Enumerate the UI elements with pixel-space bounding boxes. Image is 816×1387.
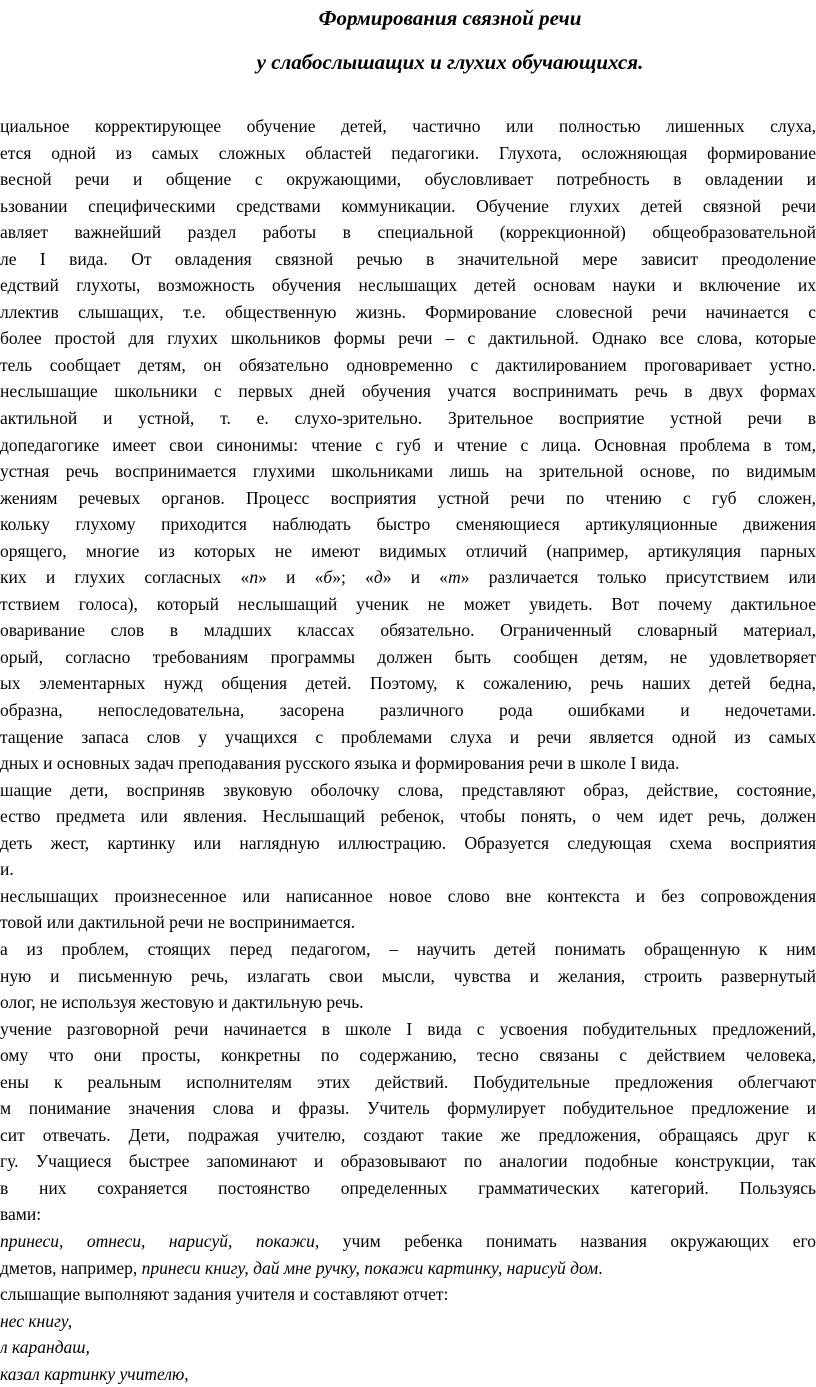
paragraph-line: устная речь воспринимается глухими школьниками лишь на зрительной основе, по видимым [0, 461, 816, 482]
paragraph-line: неслышащих произнесенное или написанное новое слово вне контекста и без сопровождения [0, 885, 816, 906]
paragraph-line: м понимание значения слова и фразы. Учитель формулирует побудительное предложение и [0, 1098, 816, 1119]
paragraph-line: шащие дети, восприняв звуковую оболочку слова, представляют образ, действие, состояние, [0, 779, 816, 800]
paragraph-line: орый, согласно требованиям программы должен быть сообщен детям, не удовлетворяет [0, 646, 816, 667]
paragraph-line: учение разговорной речи начинается в школе I вида с усвоения побудительных предложений, [0, 1018, 816, 1039]
paragraph-line: ле I вида. От овладения связной речью в значительной мере зависит преодоление [0, 248, 816, 269]
paragraph-line: более простой для глухих школьников формы речи – с дактильной. Однако все слова, которые [0, 328, 816, 349]
paragraph-line: а из проблем, стоящих перед педагогом, – научить детей понимать обращенную к ним [0, 938, 816, 959]
paragraph-line: дных и основных задач преподавания русского языка и формирования речи в школе I вида. [0, 753, 680, 774]
paragraph-line: неслышащие школьники с первых дней обучения учатся воспринимать речь в двух формах [0, 381, 816, 402]
paragraph-line: нес книгу, [0, 1310, 73, 1331]
document-body [0, 113, 816, 1387]
paragraph-line: авляет важнейший раздел работы в специальной (коррекционной) общеобразовательной [0, 222, 816, 243]
paragraph-line: олог, не используя жестовую и дактильную речь. [0, 992, 364, 1013]
paragraph-line: сит отвечать. Дети, подражая учителю, создают такие же предложения, обращаясь друг к [0, 1124, 816, 1145]
paragraph-line: товой или дактильной речи не воспринимается. [0, 912, 356, 933]
paragraph-line: образна, непоследовательна, засорена различного рода ошибками и недочетами. [0, 700, 816, 721]
paragraph-line: гу. Учащиеся быстрее запоминают и образовывают по аналогии подобные конструкции, так [0, 1151, 816, 1172]
paragraph-line: ную и письменную речь, излагать свои мысли, чувства и желания, строить развернутый [0, 965, 816, 986]
page-title-line-2: у слабослышащих и глухих обучающихся. [256, 50, 644, 74]
paragraph-line: жениям речевых органов. Процесс восприятия устной речи по чтению с губ сложен, [0, 487, 816, 508]
paragraph-line: принеси, отнеси, нарисуй, покажи, учим ребенка понимать названия окружающих его [0, 1230, 816, 1251]
paragraph-line: кольку глухому приходится наблюдать быстро сменяющиеся артикуляционные движения [0, 514, 816, 535]
paragraph-line: едствий глухоты, возможность обучения неслышащих детей основам науки и включение их [0, 275, 816, 296]
paragraph-line: ых элементарных нужд общения детей. Поэтому, к сожалению, речь наших детей бедна, [0, 673, 816, 694]
paragraph-line: деть жест, картинку или наглядную иллюстрацию. Образуется следующая схема восприятия [0, 832, 816, 853]
paragraph-line: орящего, многие из которых не имеют видимых отличий (например, артикуляция парных [0, 540, 816, 561]
paragraph-line: в них сохраняется постоянство определенных грамматических категорий. Пользуясь [0, 1177, 816, 1198]
paragraph-line: циальное корректирующее обучение детей, частично или полностью лишенных слуха, [0, 116, 816, 136]
paragraph-line: актильной и устной, т. е. слухо-зрительно. Зрительное восприятие устной речи в [0, 408, 816, 429]
paragraph-line: допедагогике имеет свои синонимы: чтение с губ и чтение с лица. Основная проблема в том, [0, 434, 816, 455]
paragraph-line: тствием голоса), который неслышащий ученик не может увидеть. Вот почему дактильное [0, 593, 816, 614]
paragraph-line: ество предмета или явления. Неслышащий ребенок, чтобы понять, о чем идет речь, должен [0, 806, 816, 827]
paragraph-line: оваривание слов в младших классах обязательно. Ограниченный словарный материал, [0, 620, 816, 641]
paragraph-line: весной речи и общение с окружающими, обусловливает потребность в овладении и [0, 169, 816, 190]
paragraph-line: ких и глухих согласных «п» и «б»; «д» и «т» различается только присутствием или [0, 567, 816, 588]
paragraph-line: дметов, например, принеси книгу, дай мне ручку, покажи картинку, нарисуй дом. [0, 1257, 603, 1278]
paragraph-line: тель сообщает детям, он обязательно одновременно с дактилированием проговаривает устно. [0, 354, 816, 375]
paragraph-line: л карандаш, [0, 1337, 90, 1358]
paragraph-line: ены к реальным исполнителям этих действий. Побудительные предложения облегчают [0, 1071, 816, 1092]
paragraph-line: ьзовании специфическими средствами коммуникации. Обучение глухих детей связной речи [0, 195, 816, 216]
page-title-line-1: Формирования связной речи [318, 6, 582, 30]
paragraph-line: казал картинку учителю, [0, 1363, 189, 1384]
paragraph-line: тащение запаса слов у учащихся с проблемами слуха и речи является одной из самых [0, 726, 816, 747]
paragraph-line: ллектив слышащих, т.е. общественную жизнь. Формирование словесной речи начинается с [0, 301, 816, 322]
paragraph-line: ому что они просты, конкретны по содержанию, тесно связаны с действием человека, [0, 1045, 816, 1066]
paragraph-line: ется одной из самых сложных областей педагогики. Глухота, осложняющая формирование [0, 142, 816, 163]
paragraph-line: и. [0, 859, 14, 880]
paragraph-line: вами: [0, 1204, 42, 1225]
paragraph-line: слышащие выполняют задания учителя и составляют отчет: [0, 1284, 449, 1305]
